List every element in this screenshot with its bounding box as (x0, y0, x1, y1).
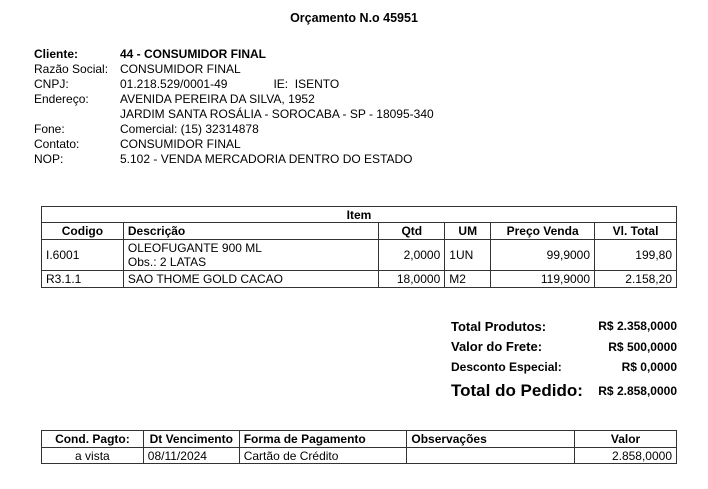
item-total: 2.158,20 (595, 271, 677, 288)
item-descricao: OLEOFUGANTE 900 ML (127, 241, 262, 255)
total-pedido-value: R$ 2.858,0000 (598, 384, 677, 398)
col-forma-pagamento: Forma de Pagamento (239, 431, 407, 448)
endereco-label: Endereço: (34, 92, 89, 106)
nop-value: 5.102 - VENDA MERCADORIA DENTRO DO ESTADO (120, 152, 413, 166)
document-title: Orçamento N.o 45951 (290, 11, 418, 25)
contato-row (34, 137, 434, 152)
client-row (34, 47, 434, 62)
desconto-value: R$ 0,0000 (621, 360, 677, 374)
table-row (42, 448, 677, 464)
fone-value: Comercial: (15) 32314878 (120, 122, 259, 136)
endereco-line1: AVENIDA PEREIRA DA SILVA, 1952 (120, 92, 315, 106)
cnpj-label: CNPJ: (34, 77, 69, 91)
client-info (34, 47, 434, 167)
item-um: 1UN (445, 240, 491, 271)
col-total: Vl. Total (595, 223, 677, 240)
total-pedido-label: Total do Pedido: (451, 381, 583, 400)
item-descricao-cell (123, 240, 378, 271)
total-produtos-row (451, 316, 677, 337)
item-total: 199,80 (595, 240, 677, 271)
item-codigo: R3.1.1 (42, 271, 124, 288)
total-produtos-value: R$ 2.358,0000 (598, 319, 677, 333)
nop-label: NOP: (34, 152, 64, 166)
item-codigo: I.6001 (42, 240, 124, 271)
nop-row (34, 152, 434, 167)
pay-forma: Cartão de Crédito (239, 448, 407, 464)
contato-value: CONSUMIDOR FINAL (120, 137, 241, 151)
pay-obs (407, 448, 575, 464)
table-row (42, 271, 677, 288)
cnpj-value: 01.218.529/0001-49 (120, 77, 228, 91)
contato-label: Contato: (34, 137, 80, 151)
col-valor: Valor (575, 431, 677, 448)
col-um: UM (445, 223, 491, 240)
col-descricao: Descrição (123, 223, 378, 240)
total-pedido-row (451, 377, 677, 405)
total-produtos-label: Total Produtos: (451, 319, 547, 334)
items-caption: Item (42, 207, 677, 223)
item-descricao: SAO THOME GOLD CACAO (123, 271, 378, 288)
totals-block (451, 316, 677, 405)
fone-row (34, 122, 434, 137)
valor-frete-row (451, 337, 677, 357)
col-cond-pagto: Cond. Pagto: (42, 431, 144, 448)
razao-row (34, 62, 434, 77)
fone-label: Fone: (34, 122, 65, 136)
item-qtd: 18,0000 (379, 271, 445, 288)
payment-table (41, 430, 677, 464)
endereco-row-2 (34, 107, 434, 122)
ie-value: IE: ISENTO (273, 77, 340, 91)
col-codigo: Codigo (42, 223, 124, 240)
payment-header-row (42, 431, 677, 448)
col-qtd: Qtd (379, 223, 445, 240)
cnpj-row (34, 77, 434, 92)
razao-value: CONSUMIDOR FINAL (120, 62, 241, 76)
item-qtd: 2,0000 (379, 240, 445, 271)
desconto-row (451, 357, 677, 377)
items-table (41, 206, 677, 288)
item-um: M2 (445, 271, 491, 288)
cliente-value: 44 - CONSUMIDOR FINAL (120, 47, 267, 61)
desconto-label: Desconto Especial: (451, 360, 562, 374)
endereco-row (34, 92, 434, 107)
valor-frete-value: R$ 500,0000 (608, 340, 677, 354)
col-dt-vencimento: Dt Vencimento (143, 431, 239, 448)
endereco-line2: JARDIM SANTA ROSÁLIA - SOROCABA - SP - 18095-340 (120, 107, 434, 121)
col-observacoes: Observações (407, 431, 575, 448)
items-header-row (42, 223, 677, 240)
razao-label: Razão Social: (34, 62, 109, 76)
item-preco: 119,9000 (491, 271, 595, 288)
pay-cond: a vista (42, 448, 144, 464)
table-row (42, 240, 677, 271)
pay-vencimento: 08/11/2024 (143, 448, 239, 464)
item-obs: Obs.: 2 LATAS (127, 255, 207, 269)
item-preco: 99,9000 (491, 240, 595, 271)
pay-valor: 2.858,0000 (575, 448, 677, 464)
valor-frete-label: Valor do Frete: (451, 339, 543, 354)
cliente-label: Cliente: (34, 47, 79, 61)
col-preco: Preço Venda (491, 223, 595, 240)
